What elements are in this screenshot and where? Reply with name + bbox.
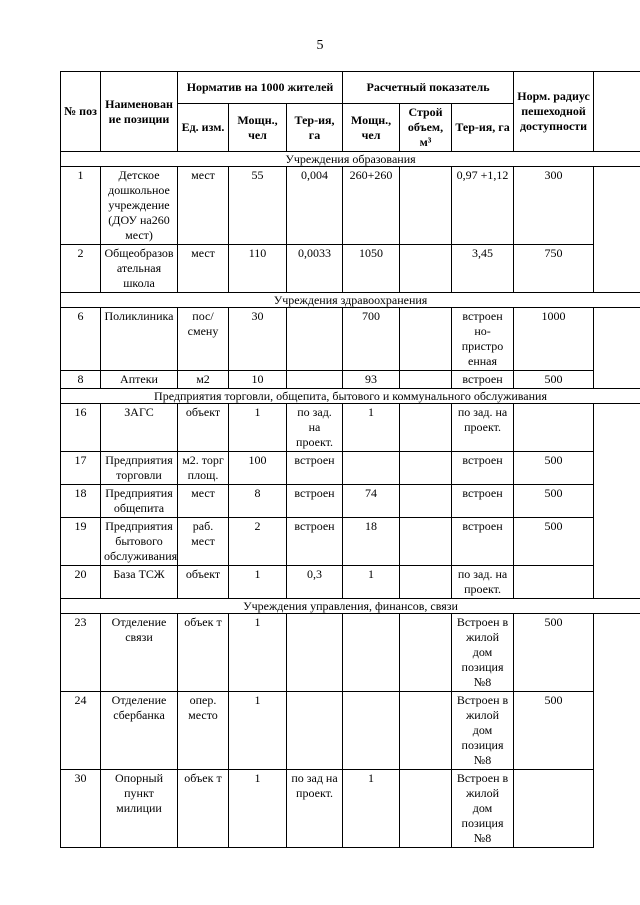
cell-unit: м2: [178, 371, 229, 389]
table-row: [61, 692, 640, 770]
cell-name: Аптеки: [101, 371, 178, 389]
cell-volume: [400, 404, 452, 452]
cell-territory: 0,0033: [287, 245, 343, 293]
header-calc-power: Мощн., чел: [343, 104, 400, 152]
cell-name: ЗАГС: [101, 404, 178, 452]
cell-unit: объект: [178, 566, 229, 599]
cell-territory: встроен: [287, 452, 343, 485]
cell-radius: [514, 566, 594, 599]
cell-volume: [400, 614, 452, 692]
header-num: № поз: [61, 72, 101, 152]
cell-num: 20: [61, 566, 101, 599]
cell-calc-territory: 3,45: [452, 245, 514, 293]
cell-num: 23: [61, 614, 101, 692]
cell-volume: [400, 518, 452, 566]
cell-name: Предприятия общепита: [101, 485, 178, 518]
cell-unit: мест: [178, 485, 229, 518]
cell-calc-power: 1: [343, 404, 400, 452]
table-row: [61, 404, 640, 452]
cell-territory: [287, 308, 343, 371]
cell-territory: встроен: [287, 485, 343, 518]
cell-volume: [400, 566, 452, 599]
cell-power: 2: [229, 518, 287, 566]
cell-unit: объект: [178, 404, 229, 452]
cell-territory: [287, 614, 343, 692]
header-name: Наименован ие позиции: [101, 72, 178, 152]
cell-radius: 500: [514, 485, 594, 518]
cell-calc-power: 1050: [343, 245, 400, 293]
cell-unit: пос/ смену: [178, 308, 229, 371]
cell-power: 10: [229, 371, 287, 389]
cell-calc-power: 74: [343, 485, 400, 518]
section-title: Учреждения образования: [61, 152, 640, 167]
cell-num: 17: [61, 452, 101, 485]
cell-calc-territory: встроен: [452, 485, 514, 518]
cell-radius: [514, 770, 594, 848]
cell-num: 30: [61, 770, 101, 848]
cell-calc-power: 700: [343, 308, 400, 371]
page-number: 5: [316, 38, 324, 53]
section-row: [61, 152, 640, 167]
header-unit: Ед. изм.: [178, 104, 229, 152]
cell-calc-territory: встроен: [452, 518, 514, 566]
cell-volume: [400, 245, 452, 293]
cell-num: 6: [61, 308, 101, 371]
cell-unit: мест: [178, 245, 229, 293]
cell-num: 16: [61, 404, 101, 452]
cell-unit: м2. торг площ.: [178, 452, 229, 485]
cell-num: 1: [61, 167, 101, 245]
table-row: [61, 452, 640, 485]
cell-calc-power: [343, 692, 400, 770]
table-row: [61, 485, 640, 518]
cell-calc-power: 1: [343, 566, 400, 599]
cell-radius: [514, 404, 594, 452]
cell-radius: 500: [514, 452, 594, 485]
cell-name: Предприятия бытового обслуживания: [101, 518, 178, 566]
cell-calc-territory: Встроен в жилой дом позиция №8: [452, 614, 514, 692]
cell-calc-power: [343, 452, 400, 485]
cell-radius: 500: [514, 518, 594, 566]
cell-territory: по зад. на проект.: [287, 404, 343, 452]
cell-volume: [400, 308, 452, 371]
table-row: [61, 308, 640, 371]
table-header: [61, 72, 640, 152]
table-tail-column: [594, 72, 640, 152]
cell-calc-power: 93: [343, 371, 400, 389]
cell-calc-power: [343, 614, 400, 692]
cell-num: 18: [61, 485, 101, 518]
cell-power: 1: [229, 566, 287, 599]
cell-calc-territory: по зад. на проект.: [452, 404, 514, 452]
cell-radius: 500: [514, 692, 594, 770]
table-row: [61, 770, 640, 848]
cell-volume: [400, 371, 452, 389]
cell-name: Отделение сбербанка: [101, 692, 178, 770]
cell-territory: 0,3: [287, 566, 343, 599]
cell-calc-territory: Встроен в жилой дом позиция №8: [452, 692, 514, 770]
cell-calc-territory: встроен: [452, 452, 514, 485]
cell-power: 8: [229, 485, 287, 518]
cell-unit: мест: [178, 167, 229, 245]
cell-territory: [287, 371, 343, 389]
cell-unit: объек т: [178, 614, 229, 692]
table-body: [61, 152, 640, 848]
table-row: [61, 518, 640, 566]
cell-calc-power: 1: [343, 770, 400, 848]
table-row: [61, 566, 640, 599]
cell-radius: 750: [514, 245, 594, 293]
cell-radius: 500: [514, 371, 594, 389]
cell-name: Опорный пункт милиции: [101, 770, 178, 848]
cell-unit: опер. место: [178, 692, 229, 770]
cell-territory: 0,004: [287, 167, 343, 245]
section-title: Предприятия торговли, общепита, бытового и коммунального обслуживания: [61, 389, 640, 404]
table-row: [61, 371, 640, 389]
section-row: [61, 599, 640, 614]
table-row: [61, 245, 640, 293]
header-radius: Норм. радиус пешеходной доступности: [514, 72, 594, 152]
cell-volume: [400, 167, 452, 245]
table-row: [61, 614, 640, 692]
cell-radius: 1000: [514, 308, 594, 371]
cell-calc-power: 18: [343, 518, 400, 566]
cell-radius: 300: [514, 167, 594, 245]
cell-calc-territory: Встроен в жилой дом позиция №8: [452, 770, 514, 848]
cell-power: 100: [229, 452, 287, 485]
cell-num: 2: [61, 245, 101, 293]
cell-volume: [400, 485, 452, 518]
cell-power: 1: [229, 614, 287, 692]
cell-name: База ТСЖ: [101, 566, 178, 599]
cell-radius: 500: [514, 614, 594, 692]
cell-territory: [287, 692, 343, 770]
cell-power: 55: [229, 167, 287, 245]
header-territory: Тер-ия, га: [287, 104, 343, 152]
table-row: [61, 167, 640, 245]
section-title: Учреждения здравоохранения: [61, 293, 640, 308]
cell-power: 110: [229, 245, 287, 293]
cell-unit: объек т: [178, 770, 229, 848]
cell-name: Поликлиника: [101, 308, 178, 371]
cell-power: 1: [229, 404, 287, 452]
cell-name: Общеобразов ательная школа: [101, 245, 178, 293]
cell-volume: [400, 452, 452, 485]
cell-name: Детское дошкольное учреждение (ДОУ на260 мест): [101, 167, 178, 245]
cell-power: 30: [229, 308, 287, 371]
header-calc: Расчетный показатель: [343, 72, 514, 104]
cell-calc-territory: 0,97 +1,12: [452, 167, 514, 245]
cell-territory: встроен: [287, 518, 343, 566]
cell-unit: раб. мест: [178, 518, 229, 566]
cell-territory: по зад на проект.: [287, 770, 343, 848]
cell-name: Предприятия торговли: [101, 452, 178, 485]
cell-calc-territory: встроен: [452, 371, 514, 389]
section-row: [61, 389, 640, 404]
header-power: Мощн., чел: [229, 104, 287, 152]
header-calc-territory: Тер-ия, га: [452, 104, 514, 152]
section-row: [61, 293, 640, 308]
cell-power: 1: [229, 770, 287, 848]
header-volume: Строй объем, м³: [400, 104, 452, 152]
cell-num: 19: [61, 518, 101, 566]
cell-volume: [400, 692, 452, 770]
cell-num: 8: [61, 371, 101, 389]
facilities-table: [60, 71, 640, 848]
header-norm: Норматив на 1000 жителей: [178, 72, 343, 104]
cell-calc-territory: встроен но-пристро енная: [452, 308, 514, 371]
cell-calc-power: 260+260: [343, 167, 400, 245]
section-title: Учреждения управления, финансов, связи: [61, 599, 640, 614]
cell-power: 1: [229, 692, 287, 770]
cell-name: Отделение связи: [101, 614, 178, 692]
cell-volume: [400, 770, 452, 848]
cell-calc-territory: по зад. на проект.: [452, 566, 514, 599]
cell-num: 24: [61, 692, 101, 770]
